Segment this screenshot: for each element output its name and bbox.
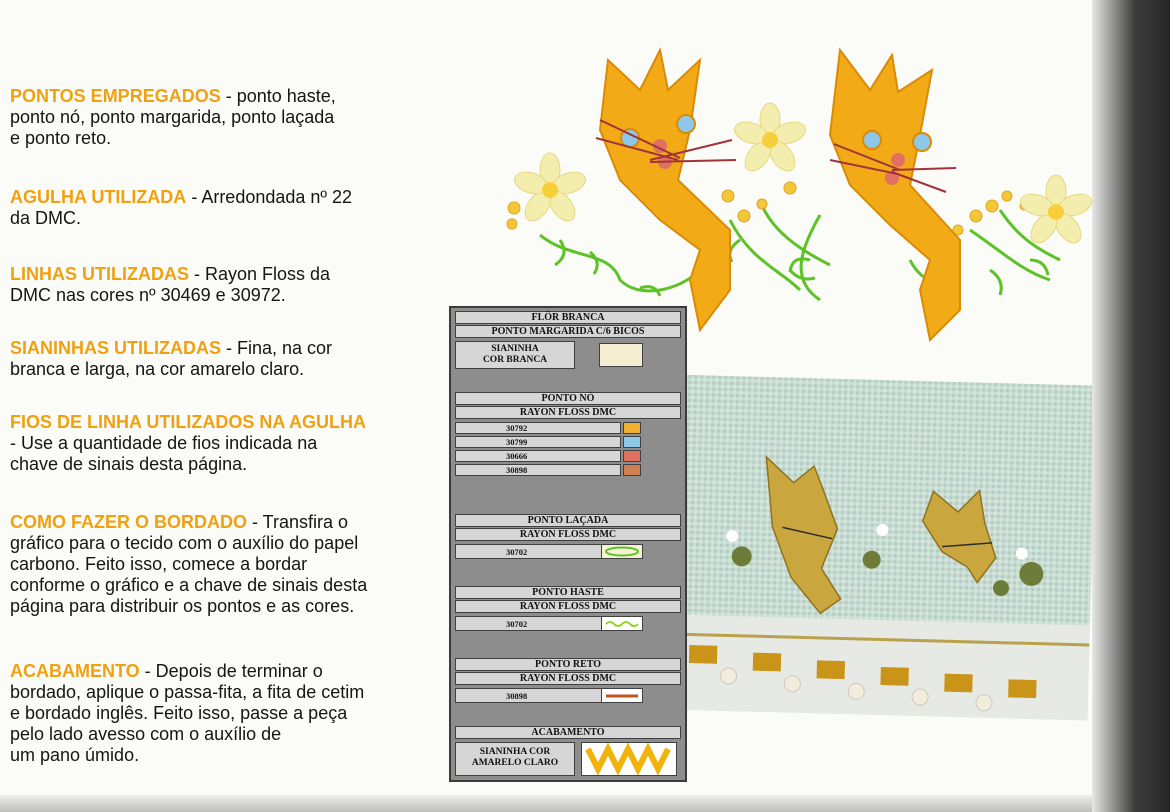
- section-line: e ponto reto.: [10, 128, 112, 148]
- legend-subtitle: RAYON FLOSS DMC: [455, 528, 681, 541]
- swatch-30792: [623, 422, 641, 434]
- section-line: pelo lado avesso com o auxílio de: [10, 724, 282, 744]
- legend-title: PONTO RETO: [455, 658, 681, 671]
- color-code: 30799: [455, 436, 621, 448]
- daisy-flower: [732, 103, 809, 176]
- legend-title: ACABAMENTO: [455, 726, 681, 739]
- section-text: - ponto haste,: [220, 86, 336, 106]
- swatch-reto: [601, 688, 643, 703]
- color-code: 30666: [455, 450, 621, 462]
- section-line: da DMC.: [10, 208, 82, 228]
- section-heading: LINHAS UTILIZADAS: [10, 264, 189, 284]
- section-line: carbono. Feito isso, comece a bordar: [10, 554, 308, 574]
- legend-label: SIANINHA COR AMARELO CLARO: [455, 742, 575, 776]
- swatch-yellow-trim: [581, 742, 677, 776]
- cat-figure: [830, 50, 960, 340]
- legend-subtitle: RAYON FLOSS DMC: [455, 600, 681, 613]
- section-text: - Depois de terminar o: [139, 661, 323, 681]
- section-como-fazer: [10, 512, 367, 617]
- section-text: - Fina, na cor: [221, 338, 333, 358]
- section-text: - Arredondada nº 22: [186, 187, 353, 207]
- section-line: branca e larga, na cor amarelo claro.: [10, 359, 305, 379]
- legend-subtitle: RAYON FLOSS DMC: [455, 672, 681, 685]
- section-sianinhas: [10, 338, 332, 380]
- section-heading: AGULHA UTILIZADA: [10, 187, 187, 207]
- color-code: 30898: [455, 688, 621, 703]
- section-line: gráfico para o tecido com o auxílio do papel: [10, 533, 359, 553]
- legend-title: PONTO LAÇADA: [455, 514, 681, 527]
- color-code: 30792: [455, 422, 621, 434]
- section-line: chave de sinais desta página.: [10, 454, 248, 474]
- section-heading: ACABAMENTO: [10, 661, 140, 681]
- swatch-30898: [623, 464, 641, 476]
- section-line: e bordado inglês. Feito isso, passe a peça: [10, 703, 348, 723]
- legend-title: PONTO NÓ: [455, 392, 681, 405]
- section-line: - Use a quantidade de fios indicada na: [10, 433, 318, 453]
- section-line: DMC nas cores nº 30469 e 30972.: [10, 285, 286, 305]
- stitch-legend: [449, 306, 687, 782]
- section-acabamento: [10, 661, 364, 766]
- section-line: conforme o gráfico e a chave de sinais desta: [10, 575, 368, 595]
- swatch-30799: [623, 436, 641, 448]
- section-agulha: [10, 187, 352, 229]
- legend-title: PONTO HASTE: [455, 586, 681, 599]
- color-code: 30898: [455, 464, 621, 476]
- section-line: página para distribuir os pontos e as cores.: [10, 596, 355, 616]
- page-gutter: [1092, 0, 1170, 812]
- legend-subtitle: PONTO MARGARIDA C/6 BICOS: [455, 325, 681, 338]
- legend-title: FLÔR BRANCA: [455, 311, 681, 324]
- embroidered-towel-photo: [668, 375, 1097, 721]
- section-heading: FIOS DE LINHA UTILIZADOS NA AGULHA: [10, 412, 366, 432]
- section-line: um pano úmido.: [10, 745, 140, 765]
- section-line: ponto nó, ponto margarida, ponto laçada: [10, 107, 335, 127]
- swatch-30666: [623, 450, 641, 462]
- section-heading: COMO FAZER O BORDADO: [10, 512, 247, 532]
- page-bottom-edge: [0, 795, 1092, 812]
- section-heading: SIANINHAS UTILIZADAS: [10, 338, 221, 358]
- section-heading: PONTOS EMPREGADOS: [10, 86, 221, 106]
- color-code: 30702: [455, 616, 621, 631]
- swatch-white-trim: [599, 343, 643, 367]
- section-pontos: [10, 86, 336, 149]
- section-text: - Transfira o: [247, 512, 349, 532]
- section-text: - Rayon Floss da: [189, 264, 331, 284]
- section-linhas: [10, 264, 330, 306]
- color-code: 30702: [455, 544, 621, 559]
- swatch-lacada: [601, 544, 643, 559]
- swatch-haste: [601, 616, 643, 631]
- section-line: bordado, aplique o passa-fita, a fita de cetim: [10, 682, 365, 702]
- section-fios: [10, 412, 366, 475]
- legend-subtitle: RAYON FLOSS DMC: [455, 406, 681, 419]
- legend-label: SIANINHA COR BRANCA: [455, 341, 575, 369]
- daisy-flower: [512, 153, 589, 226]
- daisy-flower: [1018, 175, 1092, 248]
